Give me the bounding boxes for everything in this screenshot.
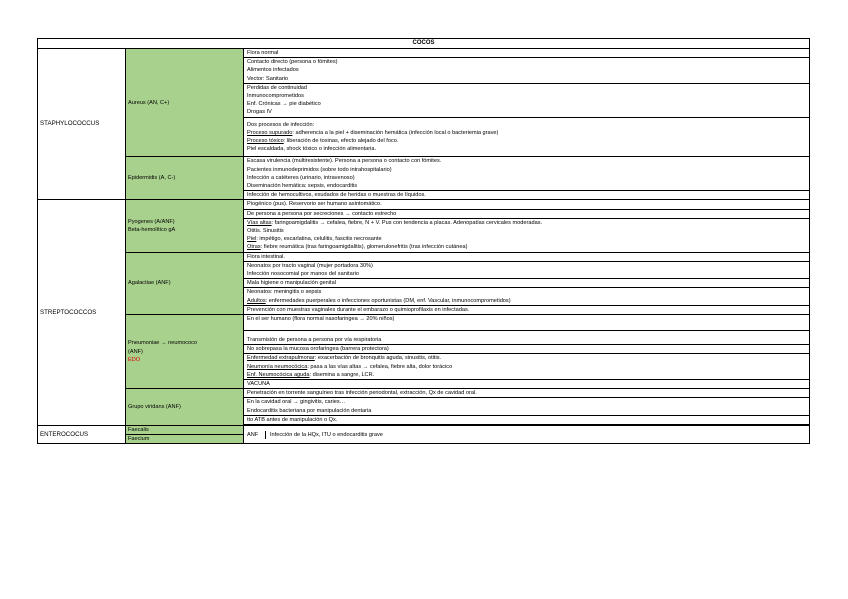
epid-line-1: Escasa virulencia (multiresistente). Persona a persona o contacto con fómites. bbox=[247, 158, 442, 165]
aureus-risk-2: Inmunocomprometidos bbox=[247, 93, 304, 100]
pyogenes-line-1: Piogénico (pus). Reservorio ser humano asintomático. bbox=[244, 200, 810, 209]
agalactiae-line-1: Flora intestinal. bbox=[244, 252, 810, 261]
pneumoniae-type: (ANF) bbox=[128, 348, 143, 355]
aureus-trans-3: Vector: Sanitario bbox=[247, 75, 289, 82]
aureus-proc-toxico bbox=[247, 137, 807, 145]
aguda-label: Enf. Neumocócica aguda bbox=[247, 371, 310, 378]
epid-line-2: Pacientes inmunodeprimidos (sobre todo intrahospitalario) bbox=[247, 166, 392, 173]
viridans-line-4: tto ATB antes de manipulación o Qx. bbox=[244, 415, 810, 424]
genus-streptococcos: STREPTOCOCCOS bbox=[38, 200, 126, 425]
pneumoniae-neumonia bbox=[247, 363, 807, 371]
species-faecalis: Faecalis bbox=[126, 425, 244, 434]
epid-line-3: Infección a catéteres (urinario, intravenoso) bbox=[247, 174, 355, 181]
table-title: COCOS bbox=[38, 39, 810, 49]
viridans-info bbox=[244, 398, 810, 415]
neumonia-label: Neumonía neumocócica bbox=[247, 363, 308, 370]
aguda-text: : disemina a sangre, LCR. bbox=[309, 371, 375, 378]
species-faecium: Faecium bbox=[126, 435, 244, 444]
epid-line-4: Diseminación hemática: sepsis, endocarditis bbox=[247, 183, 358, 190]
proc-toxico-text: : liberación de toxinas, efecto alejado del foco. bbox=[283, 138, 399, 145]
pneumoniae-name: Pneumoniae → neumococo bbox=[128, 340, 198, 347]
pyogenes-piel bbox=[247, 235, 807, 243]
pneumoniae-edo: EDO bbox=[128, 356, 141, 363]
pyogenes-vias-altas bbox=[247, 219, 807, 227]
species-pneumoniae bbox=[126, 315, 244, 389]
enterococus-info bbox=[244, 425, 810, 443]
viridans-line-1: Penetración en torrente sanguíneo tras infección periodontal, extracción, Qx de cavidad oral. bbox=[244, 389, 810, 398]
extrapulmonar-label: Enfermedad extrapulmonar bbox=[247, 355, 315, 362]
enterococus-text: Infección de la HQx, ITU o endocarditis grave bbox=[270, 431, 383, 438]
aureus-flora: Flora normal bbox=[244, 49, 810, 58]
aureus-risk-1: Perdidas de continuidad bbox=[247, 84, 308, 91]
cocos-table bbox=[37, 38, 810, 444]
aureus-transmission bbox=[244, 58, 810, 84]
piel-label: Piel bbox=[247, 236, 257, 243]
aureus-trans-1: Contacto directo (persona o fómites) bbox=[247, 59, 338, 66]
adultos-label: Adultos bbox=[247, 297, 266, 304]
species-epidermidis: Epidermidis (A, C-) bbox=[126, 157, 244, 200]
neumonia-text: : pasa a las vías altas → cefalea, fiebre alta, dolor torácico bbox=[307, 363, 453, 370]
aureus-processes bbox=[244, 117, 810, 157]
genus-staphylococcus: STAPHYLOCOCCUS bbox=[38, 49, 126, 200]
species-aureus: Aureus (AN, C+) bbox=[126, 49, 244, 157]
vias-altas-text: : faringoamigdalitis → cefalea, fiebre, N + V. Pus con tendencia a placas. Adenopatías cervicales moderadas. bbox=[271, 219, 543, 226]
enterococus-inner bbox=[247, 431, 807, 439]
agalactiae-line-5: Neonatos: meningitis o sepsis bbox=[247, 289, 322, 296]
species-agalactiae: Agalactiae (ANF) bbox=[126, 252, 244, 314]
agalactiae-line-3: Infección nosocomial por manos del sanitario bbox=[247, 271, 359, 278]
pyogenes-line-2: De persona a persona por secreciones → contacto estrecho bbox=[244, 209, 810, 218]
aureus-proc-supurado bbox=[247, 129, 807, 137]
agalactiae-line-4: Mala higiene o manipulación genital bbox=[244, 279, 810, 288]
agalactiae-adultos bbox=[247, 297, 807, 305]
extrapulmonar-text: : exacerbación de bronquitis aguda, sinusitis, otitis. bbox=[314, 355, 442, 362]
aureus-proc-intro: Dos procesos de infección: bbox=[247, 121, 315, 128]
pyogenes-type: Beta-hemolítico gA bbox=[128, 227, 176, 234]
agalactiae-line-7: Prevención con muestras vaginales durante el embarazo o quimioprofilaxis en infectadas. bbox=[244, 305, 810, 314]
proc-toxico-label: Proceso tóxico bbox=[247, 138, 284, 145]
otras-label: Otras bbox=[247, 244, 261, 251]
proc-supurado-label: Proceso supurado bbox=[247, 129, 293, 136]
pneumoniae-vacuna: VACUNA bbox=[244, 379, 810, 388]
agalactiae-line-2: Neonatos por tracto vaginal (mujer portadora 30%) bbox=[247, 262, 373, 269]
pneumoniae-aguda bbox=[247, 371, 807, 379]
viridans-line-3: Endocarditis bacteriana por manipulación dentaria bbox=[247, 407, 372, 414]
pyogenes-otitis: Otitis. Sinusitis bbox=[247, 228, 284, 235]
viridans-line-2: En la cavidad oral → gingivitis, caries… bbox=[247, 399, 346, 406]
aureus-proc-toxico-2: Piel escaldada, shock tóxico o infección alimentaria. bbox=[247, 146, 377, 153]
agalactiae-transmission bbox=[244, 261, 810, 278]
epidermidis-info bbox=[244, 157, 810, 191]
otras-text: : fiebre reumática (tras faringoamigdalitis), glomerulonefritis (tras infección cutánea) bbox=[260, 244, 468, 251]
pneumoniae-line-3: No sobrepasa la mucosa orofaringea (barrera protectora) bbox=[244, 345, 810, 354]
adultos-text: : enfermedades puerperales o infecciones oportunistas (DM, enf. Vascular, inmunocomprometidos) bbox=[265, 297, 511, 304]
piel-text: : impétigo, escarlatina, celulitis, fascitis necrosante bbox=[256, 236, 382, 243]
aureus-trans-2: Alimentos infectados bbox=[247, 67, 299, 74]
vias-altas-label: Vías altas bbox=[247, 219, 272, 226]
epid-line-5: Infección de hemocultivos, exudados de heridas o muestras de líquidos. bbox=[244, 191, 810, 200]
pneumoniae-extrapulmonar bbox=[247, 354, 807, 362]
proc-supurado-text: : adherencia a la piel + diseminación hemática (infección local o bacteriemia grave) bbox=[292, 129, 499, 136]
species-pyogenes bbox=[126, 200, 244, 252]
aureus-risk-3: Enf. Crónicas → pie diabético bbox=[247, 101, 321, 108]
agalactiae-clinical bbox=[244, 288, 810, 305]
aureus-risk bbox=[244, 83, 810, 117]
pyogenes-clinical bbox=[244, 218, 810, 252]
species-viridans: Grupo viridans (ANF) bbox=[126, 389, 244, 426]
pyogenes-name: Pyogenes (A/ANF) bbox=[128, 218, 175, 225]
pneumoniae-line-1: En el ser humano (flora normal nasofaringea → 20% niños) bbox=[244, 315, 810, 331]
genus-enterococus: ENTEROCOCUS bbox=[38, 425, 126, 443]
aureus-risk-4: Drogas IV bbox=[247, 109, 272, 116]
pneumoniae-clinical bbox=[244, 354, 810, 380]
pneumoniae-line-2: Transmisión de persona a persona por vía respiratoria bbox=[244, 331, 810, 345]
pyogenes-otras bbox=[247, 243, 807, 251]
enterococus-anf: ANF bbox=[247, 431, 266, 439]
